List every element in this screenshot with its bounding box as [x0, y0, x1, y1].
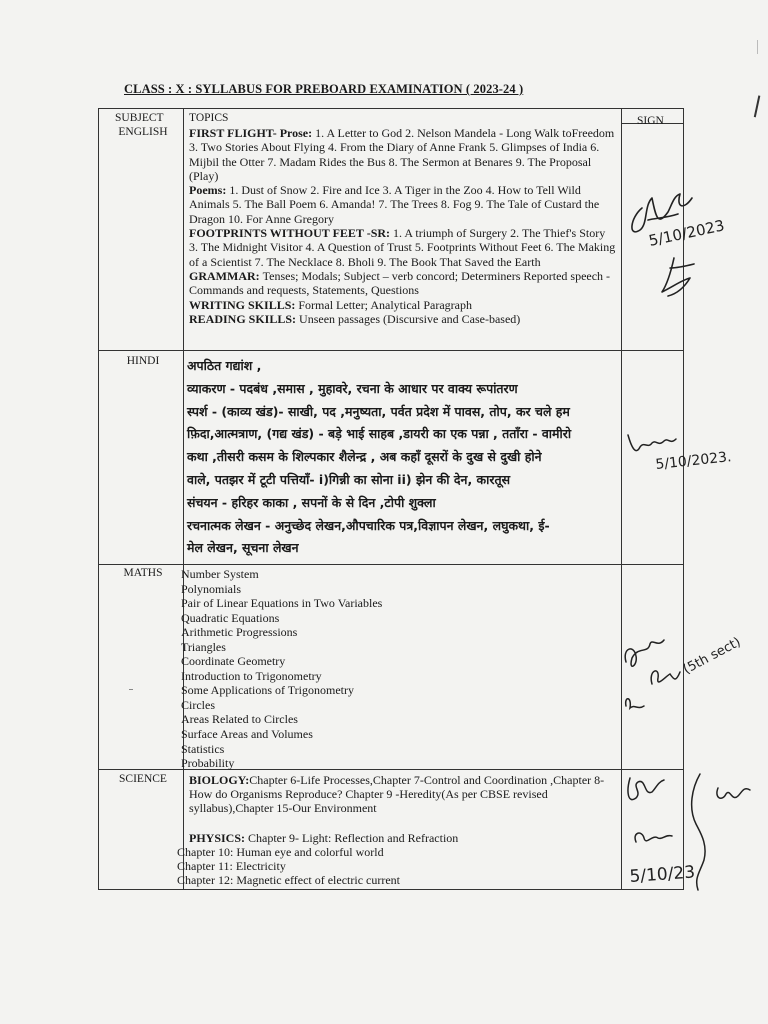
biology-section [189, 773, 617, 815]
scan-mark [754, 95, 766, 118]
science-topics [177, 773, 617, 887]
science-sign-date: 5/10/23 [628, 862, 696, 887]
section-text: Tenses; Modals; Subject – verb concord; Determiners Reported speech - Commands and requests, Statements, Questions [189, 268, 611, 298]
science-signature [622, 768, 768, 908]
english-sign-date: 5/10/2023 [647, 216, 727, 250]
hindi-line: वाले, पतझर में टूटी पत्तियाँ- i)गिन्नी का सोना ii) झेन की देन, कारतूस [187, 471, 511, 487]
section-heading: Poems: [189, 183, 230, 198]
subject-maths: MATHS [123, 567, 163, 579]
hindi-line: अपठित गद्यांश , [187, 358, 262, 373]
list-item: Some Applications of Trigonometry [181, 683, 355, 698]
hindi-topics [187, 355, 627, 560]
section-heading: BIOLOGY: [189, 773, 250, 787]
maths-signature [618, 618, 748, 728]
list-item: Triangles [181, 639, 226, 654]
hindi-signature [622, 425, 742, 485]
list-item: Surface Areas and Volumes [181, 727, 313, 742]
list-item: Pair of Linear Equations in Two Variables [181, 596, 383, 611]
hindi-line: मेल लेखन, सूचना लेखन [187, 540, 299, 556]
section-heading: READING SKILLS: [189, 311, 300, 326]
hindi-sign-date: 5/10/2023. [654, 449, 733, 473]
list-item: Probability [181, 756, 235, 771]
english-topics [189, 126, 617, 326]
subject-english: ENGLISH [118, 126, 168, 138]
section-text: 1. A triumph of Surgery 2. The Thief's Story 3. The Midnight Visitor 4. A Question of Trust 5. Footprints Without Feet 6. The Making of a Scientist 7. The Necklace 8. Bholi 9. The Book That Saved the Earth [189, 226, 616, 269]
hindi-line: कथा ,तीसरी कसम के शिल्पकार शैलेन्द्र , अब कहाँ दूसरों के दुख से दुखी होने [187, 449, 542, 465]
section-text: Formal Letter; Analytical Paragraph [298, 297, 472, 312]
header-sign: SIGN [637, 115, 664, 127]
section-heading: GRAMMAR: [189, 268, 263, 283]
maths-sign-note: (5th sect) [680, 634, 744, 678]
footprints-section [189, 226, 617, 269]
list-item: Chapter 12: Magnetic effect of electric current [177, 873, 401, 887]
subject-science: SCIENCE [119, 773, 167, 785]
physics-section [189, 831, 617, 845]
first-flight-section [189, 126, 617, 183]
list-item: Areas Related to Circles [181, 712, 298, 727]
column-divider [183, 109, 184, 889]
hindi-line: फ़िदा,आत्मत्राण, (गद्य खंड) - बड़े भाई साहब ,डायरी का एक पन्ना , तताँरा - वामीरो [187, 426, 572, 442]
hindi-line: स्पर्श - (काव्य खंड)- साखी, पद ,मनुष्यता, पर्वत प्रदेश में पावस, तोप, कर चले हम [187, 403, 570, 419]
scan-speck [129, 689, 133, 690]
list-item: Chapter 11: Electricity [177, 859, 286, 873]
scan-mark [757, 40, 758, 54]
hindi-line: व्याकरण - पदबंध ,समास , मुहावरे, रचना के आधार पर वाक्य रूपांतरण [187, 380, 518, 396]
spacer [189, 815, 617, 829]
list-item: Introduction to Trigonometry [181, 668, 322, 683]
list-item: Arithmetic Progressions [181, 625, 298, 640]
section-heading: PHYSICS: [189, 831, 249, 845]
page-title: CLASS : X : SYLLABUS FOR PREBOARD EXAMINATION ( 2023-24 ) [124, 82, 524, 96]
grammar-section [189, 269, 617, 298]
list-item: Coordinate Geometry [181, 654, 286, 669]
list-item: Circles [181, 697, 215, 712]
section-text: 1. Dust of Snow 2. Fire and Ice 3. A Tiger in the Zoo 4. How to Tell Wild Animals 5. The Ball Poem 6. Amanda! 7. The Trees 8. Fog 9. The Tale of Custard the Dragon 10. For Anne Gregory [189, 183, 600, 226]
section-heading: WRITING SKILLS: [189, 297, 299, 312]
list-item: Statistics [181, 741, 225, 756]
section-text: 1. A Letter to God 2. Nelson Mandela - Long Walk toFreedom 3. Two Stories About Flying 4. From the Diary of Anne Frank 5. Glimpses of India 6. Mijbil the Otter 7. Madam Rides the Bus 8. The Sermon at Benares 9. The Proposal (Play) [189, 126, 615, 183]
section-heading: FIRST FLIGHT- Prose: [189, 126, 316, 140]
list-item: Number System [181, 567, 259, 581]
subject-hindi: HINDI [126, 355, 160, 367]
header-topics: TOPICS [189, 112, 229, 124]
poems-section [189, 183, 617, 226]
reading-skills-section [189, 312, 617, 326]
section-heading: FOOTPRINTS WITHOUT FEET -SR: [189, 226, 394, 241]
row-divider [99, 564, 683, 565]
hindi-line: रचनात्मक लेखन - अनुच्छेद लेखन,औपचारिक पत्र,विज्ञापन लेखन, लघुकथा, ई- [187, 517, 550, 533]
maths-topics [181, 567, 481, 771]
section-text: Chapter 9- Light: Reflection and Refraction [248, 831, 459, 845]
header-subject: SUBJECT [115, 112, 164, 124]
section-text: Unseen passages (Discursive and Case-based) [299, 311, 521, 326]
list-item: Chapter 10: Human eye and colorful world [177, 845, 384, 859]
list-item: Polynomials [181, 581, 242, 596]
section-text: Chapter 6-Life Processes,Chapter 7-Control and Coordination ,Chapter 8- How do Organisms Reproduce? Chapter 9 -Heredity(As per CBSE revised syllabus),Chapter 15-Our Environment [189, 773, 605, 815]
writing-skills-section [189, 298, 617, 312]
row-divider [99, 350, 683, 351]
syllabus-table [98, 108, 684, 890]
hindi-line: संचयन - हरिहर काका , सपनों के से दिन ,टोपी शुक्ला [187, 494, 436, 510]
english-signature [622, 168, 732, 308]
list-item: Quadratic Equations [181, 610, 280, 625]
